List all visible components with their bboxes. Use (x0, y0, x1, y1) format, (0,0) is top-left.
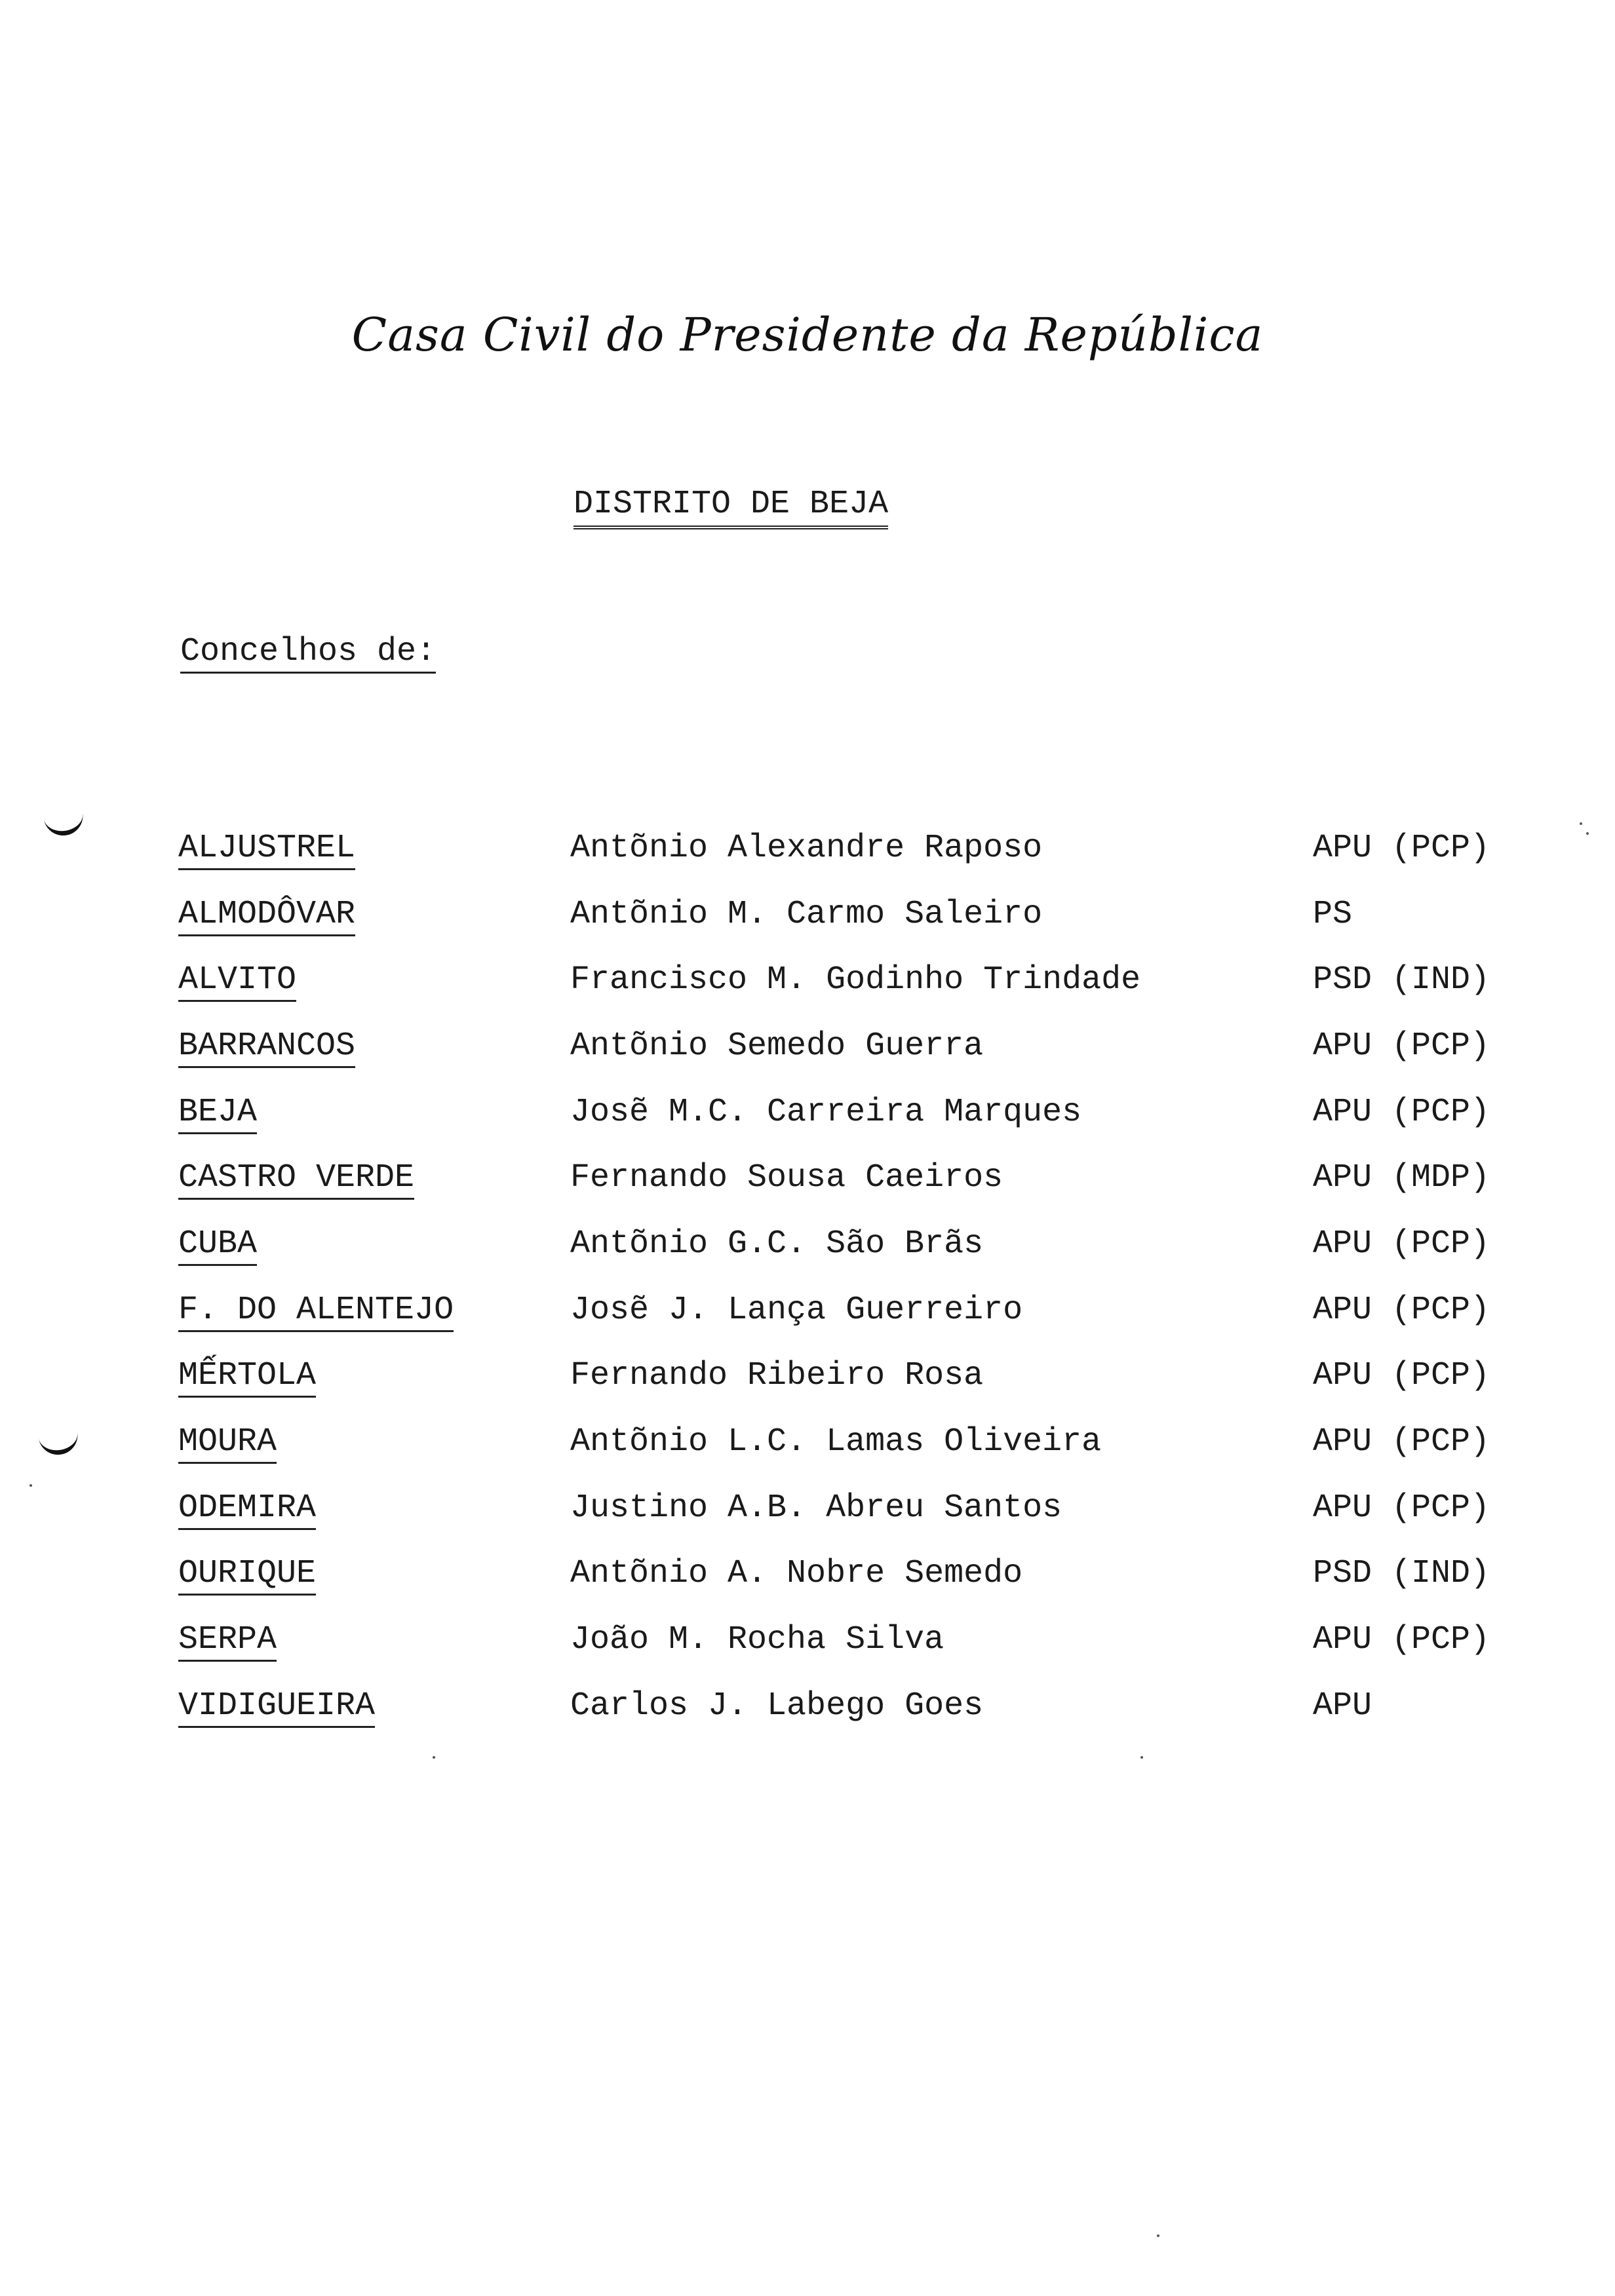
mayor-name: Francisco M. Godinho Trindade (570, 961, 1141, 999)
speck (1157, 2234, 1159, 2237)
municipality-name: VIDIGUEIRA (178, 1687, 375, 1728)
party-affiliation: PSD (IND) (1313, 1555, 1490, 1592)
mayor-name: Josẽ J. Lança Guerreiro (570, 1292, 1023, 1329)
party-affiliation: APU (PCP) (1313, 1292, 1490, 1329)
mayor-name: João M. Rocha Silva (570, 1621, 944, 1658)
mayor-name: Antõnio G.C. São Brãs (570, 1225, 984, 1263)
mayor-name: Josẽ M.C. Carreira Marques (570, 1094, 1082, 1131)
mayor-name: Antõnio A. Nobre Semedo (570, 1555, 1023, 1592)
party-affiliation: APU (PCP) (1313, 1621, 1490, 1658)
speck (433, 1756, 435, 1759)
municipality-name: ODEMIRA (178, 1489, 316, 1530)
party-affiliation: PSD (IND) (1313, 961, 1490, 999)
municipality-name: BARRANCOS (178, 1027, 355, 1068)
table-row (0, 1554, 1615, 1600)
municipality-name: CUBA (178, 1225, 257, 1266)
municipality-name: OURIQUE (178, 1554, 316, 1596)
table-row (0, 1356, 1615, 1402)
municipality-name: BEJA (178, 1093, 257, 1134)
party-affiliation: APU (PCP) (1313, 1094, 1490, 1131)
municipality-name: ALJUSTREL (178, 829, 355, 870)
table-row (0, 1093, 1615, 1139)
speck (1140, 1756, 1143, 1759)
section-label: Concelhos de: (180, 632, 436, 674)
speck (1580, 822, 1582, 825)
table-row (0, 1687, 1615, 1732)
mayor-name: Fernando Sousa Caeiros (570, 1159, 1003, 1196)
municipality-name: SERPA (178, 1620, 277, 1662)
mayor-name: Justino A.B. Abreu Santos (570, 1489, 1062, 1527)
table-row (0, 1027, 1615, 1073)
municipality-name: F. DO ALENTEJO (178, 1291, 454, 1332)
party-affiliation: PS (1313, 896, 1353, 933)
district-title: DISTRITO DE BEJA (574, 485, 888, 529)
municipality-name: ALMODÔVAR (178, 895, 355, 936)
mayor-name: Carlos J. Labego Goes (570, 1687, 984, 1725)
party-affiliation: APU (PCP) (1313, 1225, 1490, 1263)
mayor-name: Antõnio Semedo Guerra (570, 1027, 984, 1065)
party-affiliation: APU (PCP) (1313, 830, 1490, 867)
party-affiliation: APU (PCP) (1313, 1027, 1490, 1065)
party-affiliation: APU (MDP) (1313, 1159, 1490, 1196)
table-row (0, 829, 1615, 875)
mayor-name: Antõnio Alexandre Raposo (570, 830, 1043, 867)
table-row (0, 1225, 1615, 1271)
mayor-name: Fernando Ribeiro Rosa (570, 1357, 984, 1394)
municipality-name: ALVITO (178, 961, 296, 1002)
table-row (0, 1291, 1615, 1337)
table-row (0, 1158, 1615, 1204)
speck (29, 1484, 32, 1487)
party-affiliation: APU (PCP) (1313, 1357, 1490, 1394)
mayor-name: Antõnio L.C. Lamas Oliveira (570, 1423, 1102, 1461)
table-row (0, 1423, 1615, 1468)
municipality-name: MOURA (178, 1423, 277, 1464)
municipality-name: CASTRO VERDE (178, 1158, 414, 1200)
municipality-name: MẾRTOLA (178, 1356, 316, 1398)
party-affiliation: APU (PCP) (1313, 1489, 1490, 1527)
mayor-name: Antõnio M. Carmo Saleiro (570, 896, 1043, 933)
party-affiliation: APU (PCP) (1313, 1423, 1490, 1461)
party-affiliation: APU (1313, 1687, 1372, 1725)
table-row (0, 961, 1615, 1006)
table-row (0, 1489, 1615, 1535)
table-row (0, 895, 1615, 941)
table-row (0, 1620, 1615, 1666)
letterhead: Casa Civil do Presidente da República (351, 308, 1264, 362)
